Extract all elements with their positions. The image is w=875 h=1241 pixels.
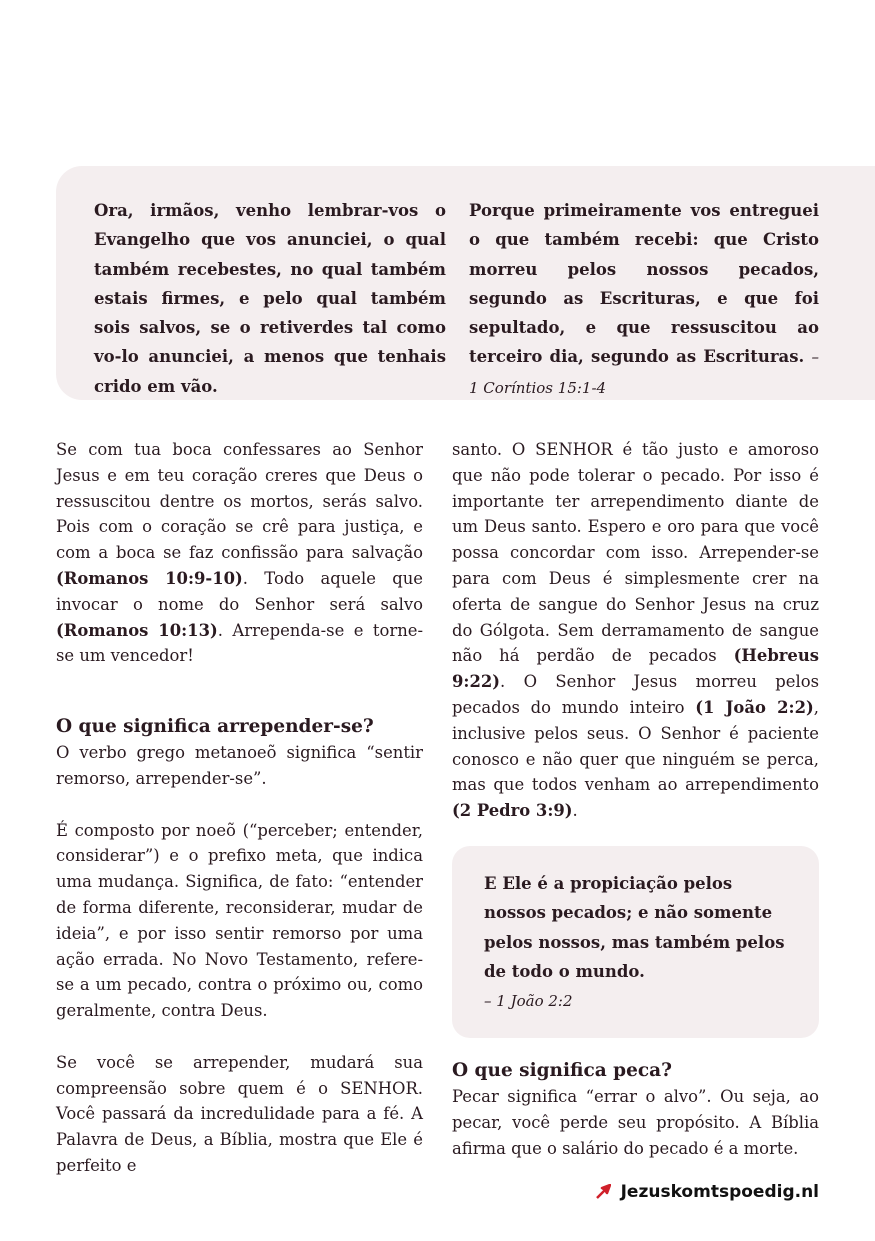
- left-column: [56, 437, 423, 1179]
- bible-reference: (Romanos 10:9-10): [56, 568, 243, 588]
- top-quote-right: [469, 196, 819, 403]
- side-quote-text: E Ele é a propiciação pelos nossos pecados; e não somente pelos nossos, mas também pelos de todo o mundo.: [484, 873, 785, 981]
- paragraph: Se você se arrepender, mudará sua compreensão sobre quem é o SENHOR. Você passará da incredulidade para a fé. A Palavra de Deus, a Bíblia, mostra que Ele é perfeito e: [56, 1052, 423, 1175]
- bible-reference: (1 João 2:2): [695, 697, 814, 717]
- bible-reference: (2 Pedro 3:9): [452, 801, 573, 821]
- paragraph: É composto por noeõ (“perceber; entender, considerar”) e o prefixo meta, que indica uma mudança. Significa, de fato: “entender de forma diferente, reconsiderar, mudar de ideia”, e por isso sentir remorso por uma ação errada. No Novo Testamento, refere-se a um pecado, contra o próximo ou, como geralmente, contra Deus.: [56, 820, 423, 1021]
- text: , inclusive pelos seus. O Senhor é paciente conosco e não quer que ninguém se perca, mas que todos venham ao arrependimento: [452, 697, 819, 795]
- text: . O Senhor Jesus morreu pelos pecados do mundo inteiro: [452, 672, 819, 717]
- paragraph: O verbo grego metanoeõ significa “sentir remorso, arrepender-se”.: [56, 743, 423, 788]
- intro-text-1: Se com tua boca confessares ao Senhor Jesus e em teu coração creres que Deus o ressuscitou dentre os mortos, serás salvo. Pois com o coração se crê para justiça, e com a boca se faz confissão para salvação: [56, 440, 423, 563]
- bible-reference: (Hebreus 9:22): [452, 646, 819, 692]
- text: .: [572, 801, 578, 821]
- top-quote-reference: – 1 Coríntios 15:1-4: [469, 348, 820, 397]
- section-heading-sin: O que significa peca?: [452, 1060, 672, 1082]
- bible-reference: (Romanos 10:13): [56, 620, 218, 640]
- side-quote-reference: – 1 João 2:2: [484, 992, 573, 1011]
- intro-paragraph: [56, 437, 423, 669]
- right-column: [452, 437, 819, 1162]
- top-quote-right-text: Porque primeiramente vos entreguei o que também recebi: que Cristo morreu pelos nossos pecados, segundo as Escrituras, e que foi sepultado, e que ressuscitou ao terceiro dia, segundo as Escrituras.: [469, 201, 819, 367]
- top-quote-left-text: Ora, irmãos, venho lembrar-vos o Evangelho que vos anunciei, o qual também recebestes, no qual também estais firmes, e pelo qual também sois salvos, se o retiverdes tal como vo-lo anunciei, a menos que tenhais crido em vão.: [94, 201, 446, 396]
- arrow-up-right-icon: [595, 1184, 611, 1200]
- continued-paragraph: [452, 437, 819, 824]
- top-scripture-quote: [56, 166, 875, 400]
- side-scripture-quote: [452, 846, 819, 1038]
- text: santo. O SENHOR é tão justo e amoroso que não pode tolerar o pecado. Por isso é importante ter arrependimento diante de um Deus santo. Espero e oro para que você possa concordar com isso. Arrepender-se para com Deus é simplesmente crer na oferta de sangue do Senhor Jesus na cruz do Gólgota. Sem derramamento de sangue não há perdão de pecados: [452, 440, 819, 666]
- section-heading-repent: O que significa arrepender-se?: [56, 716, 374, 738]
- intro-text-3: . Arrependa-se e torne-se um vencedor!: [56, 620, 423, 666]
- paragraph: Pecar significa “errar o alvo”. Ou seja, ao pecar, você perde seu propósito. A Bíblia afirma que o salário do pecado é a morte.: [452, 1087, 819, 1158]
- site-name[interactable]: Jezuskomtspoedig.nl: [620, 1182, 819, 1202]
- footer-brand: [595, 1182, 819, 1202]
- intro-text-2: . Todo aquele que invocar o nome do Senhor será salvo: [56, 568, 423, 614]
